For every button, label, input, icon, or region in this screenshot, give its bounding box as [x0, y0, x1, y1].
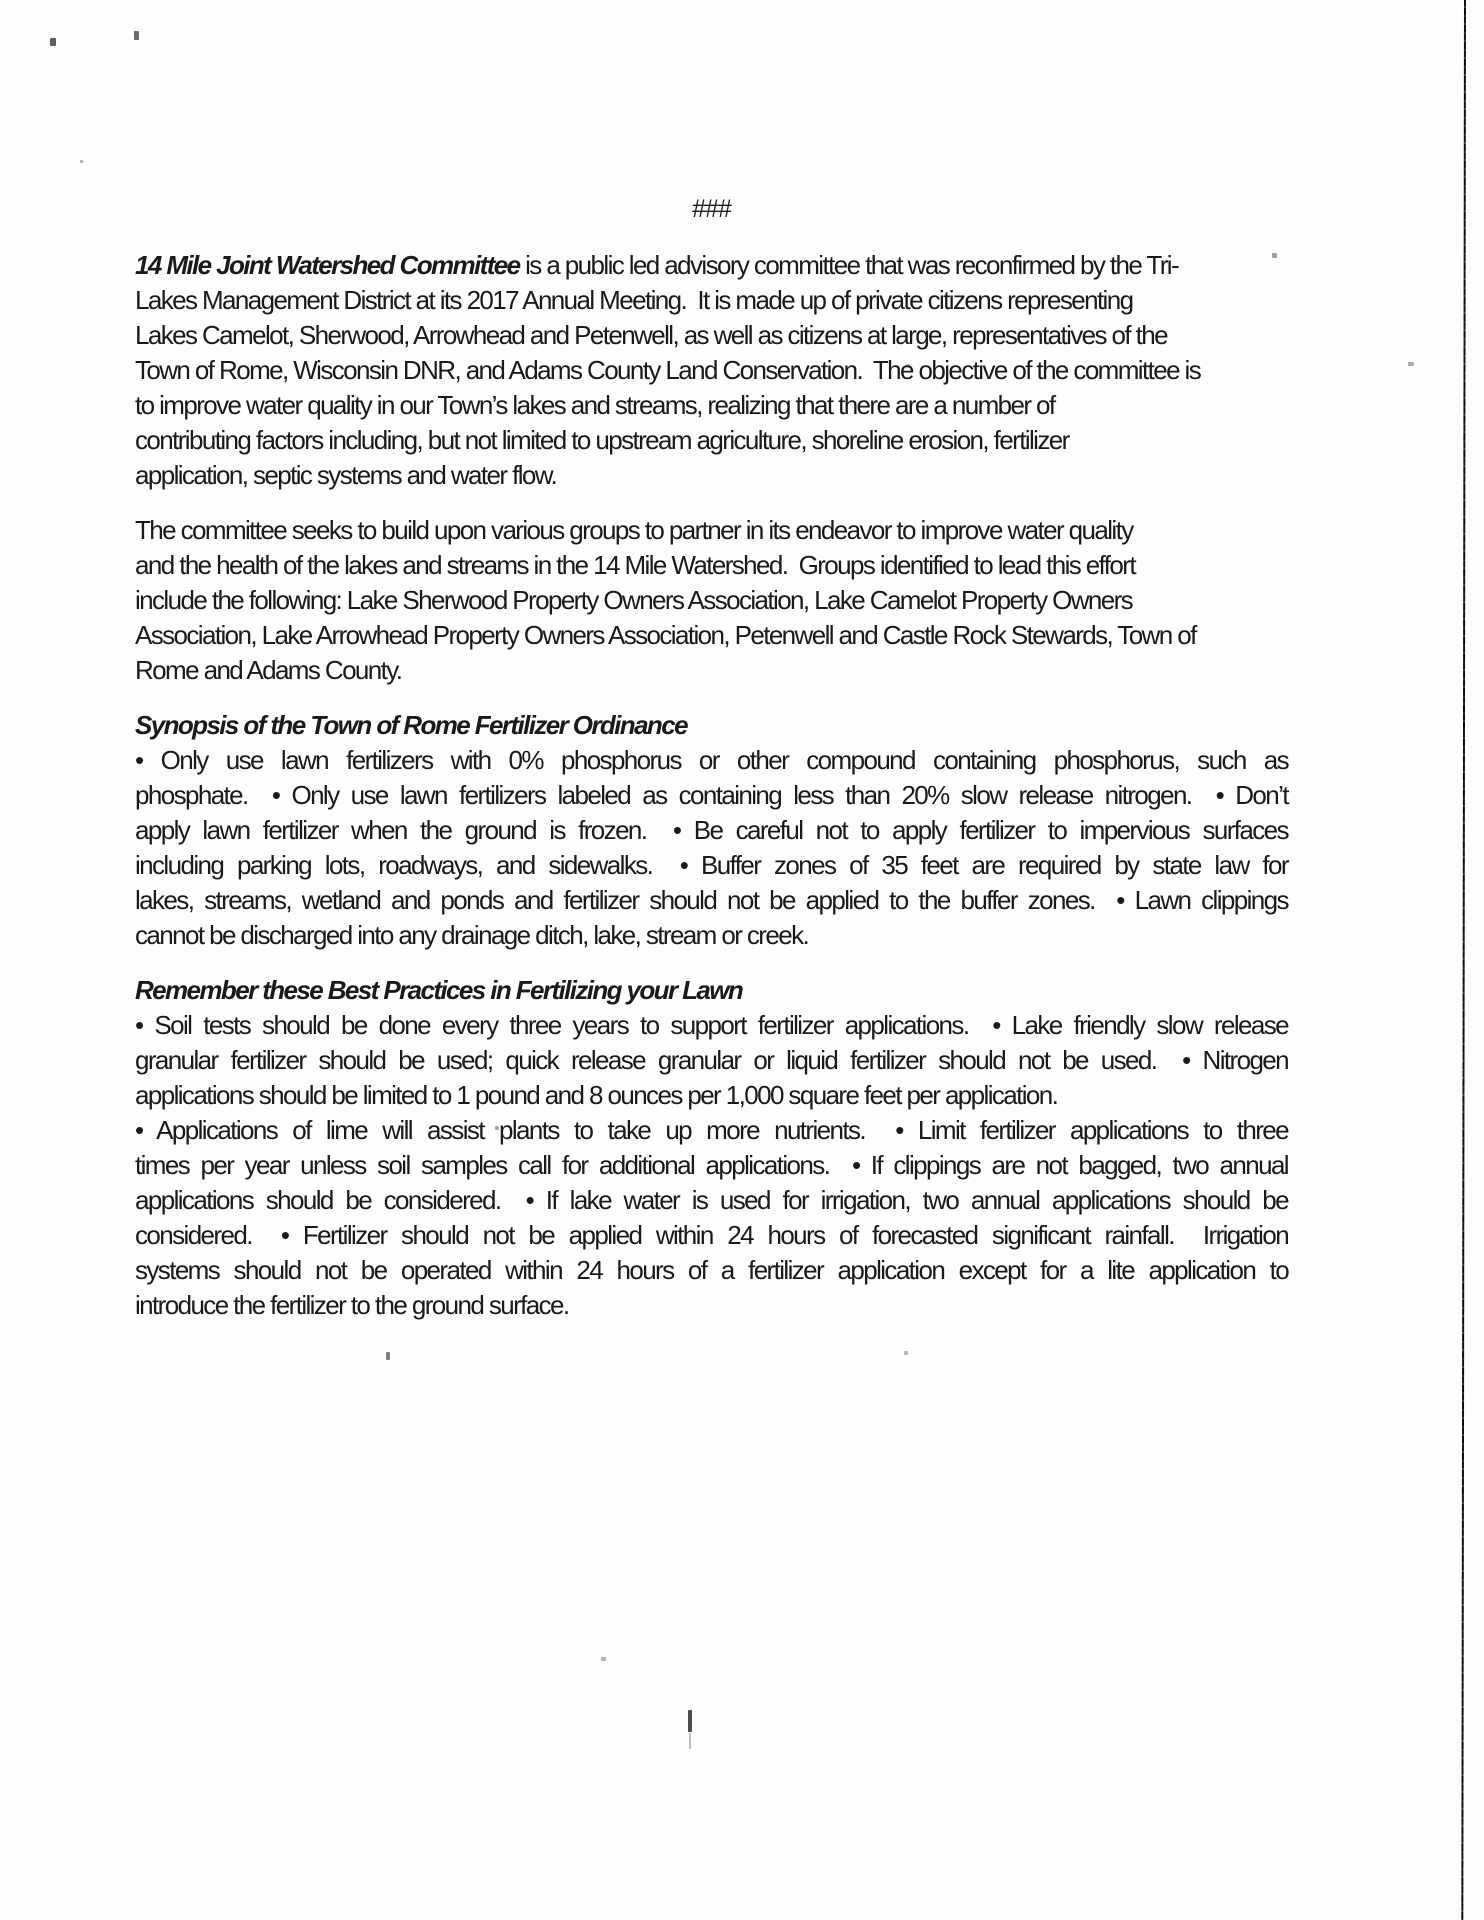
end-marker: [135, 192, 1288, 227]
line-text: application, septic systems and water flow.: [135, 460, 557, 490]
line-text: contributing factors including, but not limited to upstream agriculture, shoreline erosion, fertilizer: [135, 425, 1069, 455]
text-line: [135, 1183, 1288, 1218]
text-line: [135, 583, 1288, 618]
line-text: to improve water quality in our Town’s lakes and streams, realizing that there are a number of: [135, 390, 1055, 420]
text-line: [135, 318, 1288, 353]
text-line: [135, 1043, 1288, 1078]
scan-speck: [904, 1351, 908, 1355]
scan-speck: [80, 160, 83, 163]
line-text: applications should be considered. • If lake water is used for irrigation, two annual applications should be: [135, 1185, 1288, 1215]
text-line: [135, 918, 1288, 953]
heading-text: Synopsis of the Town of Rome Fertilizer Ordinance: [135, 710, 687, 740]
text-line: [135, 848, 1288, 883]
line-text: phosphate. • Only use lawn fertilizers labeled as containing less than 20% slow release nitrogen. • Don’t: [135, 780, 1288, 810]
line-text: Lakes Management District at its 2017 Annual Meeting. It is made up of private citizens representing: [135, 285, 1133, 315]
line-text: Rome and Adams County.: [135, 655, 402, 685]
line-text: apply lawn fertilizer when the ground is frozen. • Be careful not to apply fertilizer to impervious surfaces: [135, 815, 1288, 845]
best-practices-heading: [135, 973, 1288, 1008]
scan-mark-fade-tail: [689, 1733, 691, 1749]
text-line: [135, 1078, 1288, 1113]
text-line: [135, 1288, 1288, 1323]
text-line: [135, 1113, 1288, 1148]
text-line: [135, 778, 1288, 813]
scan-mark-vertical-tick: [688, 1710, 692, 1732]
text-line: [135, 618, 1288, 653]
line-text: granular fertilizer should be used; quick release granular or liquid fertilizer should not be used. • Nitrogen: [135, 1045, 1289, 1075]
scan-speck: [906, 364, 910, 368]
line-text: The committee seeks to build upon various groups to partner in its endeavor to improve water quality: [135, 515, 1133, 545]
intro-paragraph: [135, 248, 1288, 493]
heading-line: [135, 973, 1288, 1008]
text-line: [135, 743, 1288, 778]
scan-speck: [1272, 253, 1277, 258]
heading-text: Remember these Best Practices in Fertilizing your Lawn: [135, 975, 743, 1005]
line-text: is a public led advisory committee that was reconfirmed by the Tri-: [519, 250, 1179, 280]
text-line: [135, 1008, 1288, 1043]
line-text: • Applications of lime will assist plants to take up more nutrients. • Limit fertilizer applications to three: [135, 1115, 1289, 1145]
scan-speck: [386, 1352, 390, 1360]
synopsis-paragraph: [135, 743, 1288, 953]
line-text: applications should be limited to 1 pound and 8 ounces per 1,000 square feet per application.: [135, 1080, 1058, 1110]
text-line: [135, 458, 1288, 493]
line-text: times per year unless soil samples call for additional applications. • If clippings are not bagged, two annual: [135, 1150, 1288, 1180]
line-text: and the health of the lakes and streams in the 14 Mile Watershed. Groups identified to lead this effort: [135, 550, 1135, 580]
heading-line: [135, 708, 1288, 743]
scan-speck: [601, 1657, 606, 1661]
text-line: [135, 653, 1288, 688]
text-line: [135, 1253, 1288, 1288]
synopsis-heading: [135, 708, 1288, 743]
scan-speck: [134, 31, 139, 40]
scan-speck: [495, 1126, 499, 1130]
partners-paragraph: [135, 513, 1288, 688]
scan-edge-line: [1461, 0, 1466, 1920]
line-text: systems should not be operated within 24 hours of a fertilizer application except for a lite application to: [135, 1255, 1289, 1285]
line-text: introduce the fertilizer to the ground surface.: [135, 1290, 569, 1320]
line-text: lakes, streams, wetland and ponds and fertilizer should not be applied to the buffer zones. • Lawn clippings: [135, 885, 1288, 915]
text-line: [135, 248, 1288, 283]
line-text: Town of Rome, Wisconsin DNR, and Adams County Land Conservation. The objective of the committee is: [135, 355, 1201, 385]
text-line: [135, 283, 1288, 318]
text-line: [135, 1148, 1288, 1183]
text-line: [135, 883, 1288, 918]
text-line: [135, 813, 1288, 848]
text-line: [135, 388, 1288, 423]
line-text: including parking lots, roadways, and sidewalks. • Buffer zones of 35 feet are required by state law for: [135, 850, 1288, 880]
scan-speck: [50, 38, 56, 46]
line-text: considered. • Fertilizer should not be applied within 24 hours of forecasted significant rainfall. Irrigation: [135, 1220, 1289, 1250]
text-line: [135, 513, 1288, 548]
end-marker-text: ###: [692, 195, 731, 223]
text-line: [135, 353, 1288, 388]
text-line: [135, 1218, 1288, 1253]
line-text: Association, Lake Arrowhead Property Owners Association, Petenwell and Castle Rock Stewards, Town of: [135, 620, 1196, 650]
line-text: cannot be discharged into any drainage ditch, lake, stream or creek.: [135, 920, 809, 950]
line-text: • Only use lawn fertilizers with 0% phosphorus or other compound containing phosphorus, such as: [135, 745, 1289, 775]
text-line: [135, 423, 1288, 458]
scan-speck: [1408, 362, 1414, 366]
line-text: • Soil tests should be done every three years to support fertilizer applications. • Lake friendly slow release: [135, 1010, 1288, 1040]
intro-lead-bold: 14 Mile Joint Watershed Committee: [135, 250, 520, 280]
best-practices-paragraph: [135, 1008, 1288, 1323]
text-line: [135, 548, 1288, 583]
line-text: Lakes Camelot, Sherwood, Arrowhead and Petenwell, as well as citizens at large, representatives of the: [135, 320, 1168, 350]
line-text: include the following: Lake Sherwood Property Owners Association, Lake Camelot Property Owners: [135, 585, 1133, 615]
